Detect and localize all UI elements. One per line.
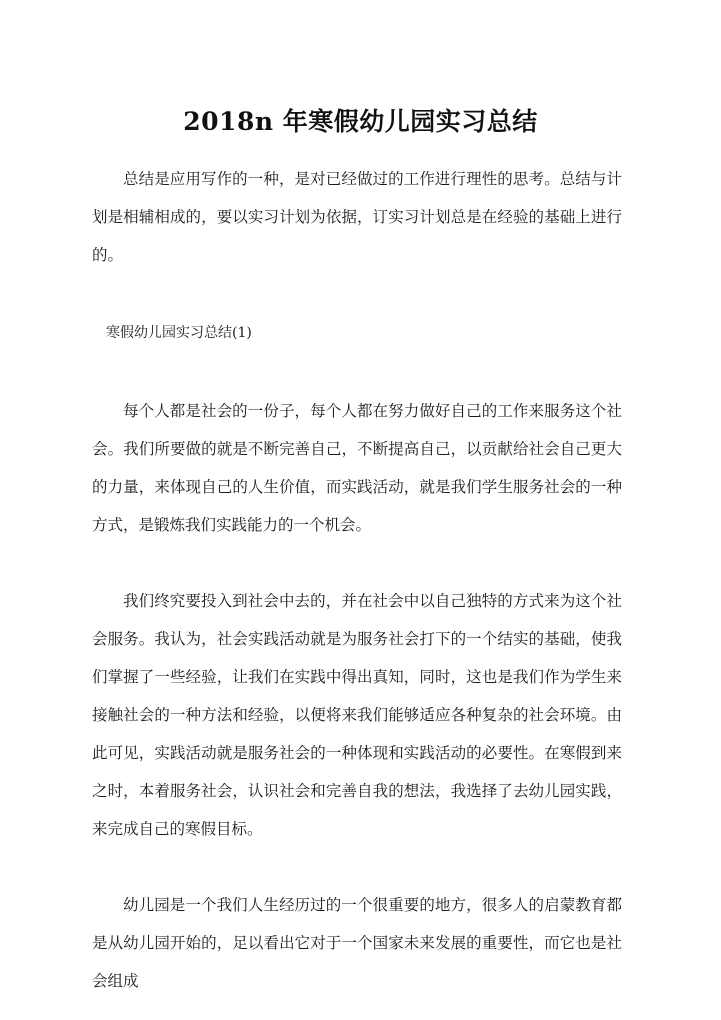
paragraph-1: 总结是应用写作的一种，是对已经做过的工作进行理性的思考。总结与计划是相辅相成的，要以实习计划为依据，订实习计划总是在经验的基础上进行的。 [92, 170, 622, 264]
paragraph-4: 幼儿园是一个我们人生经历过的一个很重要的地方，很多人的启蒙教育都是从幼儿园开始的，足以看出它对于一个国家未来发展的重要性，而它也是社会组成 [92, 896, 622, 990]
paragraph-3: 我们终究要投入到社会中去的，并在社会中以自己独特的方式来为这个社会服务。我认为，社会实践活动就是为服务社会打下的一个结实的基础，使我们掌握了一些经验，让我们在实践中得出真知，同时，这也是我们作为学生来接触社会的一种方法和经验，以便将来我们能够适应各种复杂的社会环境。由此可见，实践活动就是服务社会的一种体现和实践活动的必要性。在寒假到来之时，本着服务社会，认识社会和完善自我的想法，我选择了去幼儿园实践，来完成自己的寒假目标。 [92, 592, 622, 838]
paragraph-2: 每个人都是社会的一份子，每个人都在努力做好自己的工作来服务这个社会。我们所要做的就是不断完善自己，不断提高自己，以贡献给社会自己更大的力量，来体现自己的人生价值，而实践活动，就是我们学生服务社会的一种方式，是锻炼我们实践能力的一个机会。 [92, 402, 622, 534]
document-body [92, 160, 622, 1000]
section-subheading: 寒假幼儿园实习总结(1) [106, 325, 252, 341]
page-title: 2018n 年寒假幼儿园实习总结 [183, 106, 538, 136]
